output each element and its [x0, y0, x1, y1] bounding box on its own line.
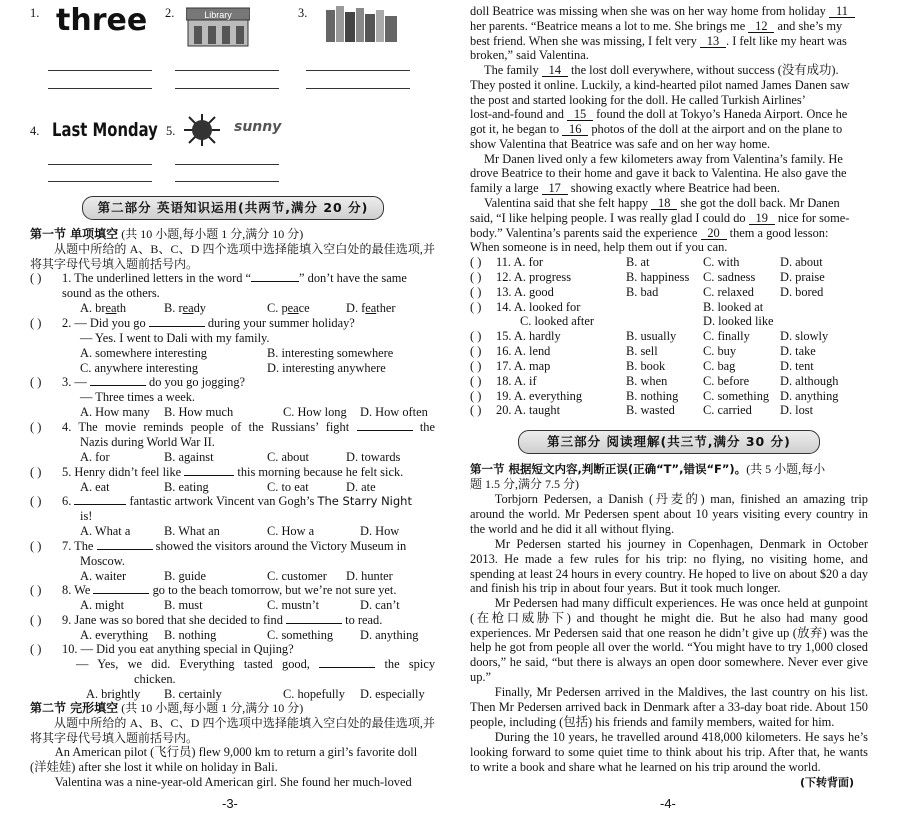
answer-bracket[interactable]: ( ) — [30, 465, 42, 479]
q10-option-b[interactable]: B. certainly — [164, 687, 222, 701]
cloze-option-row: ( ) 15. A. hardly B. usually C. finally D. slowly — [470, 329, 829, 343]
answer-line[interactable] — [48, 164, 152, 165]
q1-option-d[interactable]: D. feather — [346, 301, 396, 315]
cloze-option-row: ( ) 11. A. for B. at C. with D. about — [470, 255, 823, 269]
library-sign: Library — [204, 10, 232, 20]
q10-reply: — Yes, we did. Everything tasted good, the spicy — [76, 657, 436, 671]
answer-line[interactable] — [48, 181, 152, 182]
q9-text-b: to read. — [345, 613, 383, 627]
word-three: three — [56, 3, 148, 38]
q6-painting-title: The Starry Night — [317, 494, 412, 508]
item-4-number: 4. — [30, 124, 40, 138]
reading-paragraph: Mr Pedersen had many difficult experiences. He was once held at gunpoint (在枪口威胁下) and thought he might die. But he also had many good experiences. Mr Pedersen said that one reason he didn’t give up (放弃) was the help he got from people all over the world. “You might have to try 1,000 closed doors,” he said, “but there is always an open door somewhere. Never ever give up.” — [470, 596, 868, 684]
word-sunny: sunny — [234, 119, 282, 135]
sun-icon — [182, 112, 222, 148]
answer-line[interactable] — [175, 70, 279, 71]
q6-option-a[interactable]: A. What a — [80, 524, 131, 538]
q1-option-a[interactable]: A. breath — [80, 301, 127, 315]
q9-text-a: 9. Jane was so bored that she decided to find — [62, 613, 283, 627]
q6-option-c[interactable]: C. How a — [267, 524, 315, 538]
section2-instructions: 从题中所给的 A、B、C、D 四个选项中选择能填入空白处的最佳选项,并将其字母代号填入题前括号内。 — [30, 716, 435, 745]
q7-text-a: 7. The — [62, 539, 94, 553]
item-2-number: 2. — [165, 6, 175, 20]
blank-13[interactable]: 13 — [700, 35, 726, 48]
section2-note: (共 10 小题,每小题 1 分,满分 10 分) — [121, 701, 304, 715]
q5-option-a[interactable]: A. eat — [80, 480, 110, 494]
section1-instructions: 从题中所给的 A、B、C、D 四个选项中选择能填入空白处的最佳选项,并将其字母代号填入题前括号内。 — [30, 242, 435, 271]
reading-paragraph: During the 10 years, he travelled around 418,000 kilometers. He says he’s looking forward to some quiet time to think about his trip. After that, he wants to write a book and share what he learned on his trip around the world. — [470, 730, 868, 774]
blank-12[interactable]: 12 — [748, 20, 774, 33]
word-last-monday: Last Monday — [52, 119, 158, 141]
q1-blank[interactable] — [251, 281, 299, 282]
answer-bracket[interactable]: ( ) — [30, 642, 42, 656]
cloze-passage-line: show Valentina that Beatrice was safe and on her way home. — [470, 137, 771, 151]
q8-blank[interactable] — [93, 593, 149, 594]
q5-option-c[interactable]: C. to eat — [267, 480, 309, 494]
item-5-number: 5. — [166, 124, 176, 138]
cloze-passage-line: said, “I like helping people. I was really glad I could do 19 nice for some- — [470, 211, 850, 225]
section1-note: (共 10 小题,每小题 1 分,满分 10 分) — [121, 227, 304, 241]
q5-option-d[interactable]: D. ate — [346, 480, 376, 494]
cloze-passage-line: drove Beatrice to their home and gave it back to Valentina. He also gave the — [470, 166, 847, 180]
answer-line[interactable] — [306, 70, 410, 71]
q10-option-a[interactable]: A. brightly — [86, 687, 141, 701]
q3-option-c[interactable]: C. How long — [283, 405, 347, 419]
answer-bracket[interactable]: ( ) — [30, 316, 42, 330]
blank-14[interactable]: 14 — [542, 64, 568, 77]
cloze-passage-line: broken,” said Valentina. — [470, 48, 589, 62]
cloze-option-row: ( ) 14. A. looked for B. looked at — [470, 300, 764, 314]
q6-text-b: fantastic artwork Vincent van Gogh’s — [129, 494, 315, 508]
q10-option-d[interactable]: D. especially — [360, 687, 425, 701]
reading-paragraph: Finally, Mr Pedersen arrived in the Maldives, the last country on his list. Then Mr Pedersen arrived back in Denmark after a 33-day boat ride. About 150 people, including (包括) his friends and family members, waited for him. — [470, 685, 868, 729]
reading-paragraph: Mr Pedersen started his journey in Copenhagen, Denmark in October 2013. He made a few rules for his trip: no flying, no visiting home, and spending at least 24 hours in every country. He hoped to live on about $20 a day and finish his trip in about four years. But it took much longer. — [470, 537, 869, 596]
blank-18[interactable]: 18 — [651, 197, 677, 210]
q7-option-c[interactable]: C. customer — [267, 569, 327, 583]
q4-option-c[interactable]: C. about — [267, 450, 309, 464]
q3-option-b[interactable]: B. How much — [164, 405, 234, 419]
q7-option-d[interactable]: D. hunter — [346, 569, 393, 583]
reading-section-note: (共 5 小题,每小 — [746, 462, 826, 476]
cloze-passage-line: the post and started looking for the doll. He called Turkish Airlines’ — [470, 93, 806, 107]
q2-blank[interactable] — [149, 326, 205, 327]
cloze-passage-line: family a large 17 showing exactly where Beatrice had been. — [470, 181, 780, 195]
answer-bracket[interactable]: ( ) — [30, 271, 42, 285]
cloze-passage-line: Valentina said that she felt happy 18 she got the doll back. Mr Danen — [484, 196, 840, 210]
cloze-option-row: C. looked after D. looked like — [520, 314, 774, 328]
q5-text-b: this morning because he felt sick. — [237, 465, 404, 479]
q1-text-a: 1. The underlined letters in the word “ — [62, 271, 252, 285]
answer-bracket[interactable]: ( ) — [30, 375, 42, 389]
q4-option-a[interactable]: A. for — [80, 450, 110, 464]
q6-option-b[interactable]: B. What an — [164, 524, 220, 538]
q6-blank[interactable] — [74, 504, 126, 505]
q5-blank[interactable] — [184, 475, 234, 476]
q1-options — [80, 301, 435, 316]
page-number-left: -3- — [222, 796, 238, 811]
blank-19[interactable]: 19 — [749, 212, 775, 225]
reading-section-heading — [470, 462, 868, 477]
cloze-line: Valentina was a nine-year-old American girl. She found her much-loved — [54, 775, 412, 789]
q3-option-a[interactable]: A. How many — [80, 405, 150, 419]
question-1 — [30, 271, 435, 301]
cloze-option-row: ( ) 16. A. lend B. sell C. buy D. take — [470, 344, 816, 358]
continue-note: (下转背面) — [800, 776, 855, 789]
q1-option-c[interactable]: C. peace — [267, 301, 310, 315]
library-icon — [186, 6, 250, 48]
cloze-passage-line: body.” Valentina’s parents said the experience 20 them a good lesson: — [470, 226, 829, 240]
q2-reply: — Yes. I went to Dali with my family. — [80, 331, 270, 345]
q8-text-b: go to the beach tomorrow, but we’re not sure yet. — [152, 583, 397, 597]
q9-blank[interactable] — [286, 623, 342, 624]
q8-text-a: 8. We — [62, 583, 91, 597]
books-icon — [322, 4, 402, 44]
answer-line[interactable] — [175, 164, 279, 165]
q4-option-d[interactable]: D. towards — [346, 450, 401, 464]
q2-option-b[interactable]: B. interesting somewhere — [267, 346, 394, 360]
q8-option-a[interactable]: A. might — [80, 598, 125, 612]
blank-11[interactable]: 11 — [829, 5, 855, 18]
q4-text-c: Nazis during World War II. — [80, 435, 215, 449]
page-number-right: -4- — [660, 796, 676, 811]
q2-option-a[interactable]: A. somewhere interesting — [80, 346, 207, 360]
cloze-option-row: ( ) 19. A. everything B. nothing C. something D. anything — [470, 389, 839, 403]
answer-line[interactable] — [175, 181, 279, 182]
answer-bracket[interactable]: ( ) — [30, 583, 42, 597]
q7-option-b[interactable]: B. guide — [164, 569, 206, 583]
answer-line[interactable] — [48, 70, 152, 71]
cloze-option-row: ( ) 12. A. progress B. happiness C. sadness D. praise — [470, 270, 825, 284]
cloze-passage-line: When someone is in need, help them out if you can. — [470, 240, 728, 254]
reading-paragraph: Torbjorn Pedersen, a Danish (丹麦的) man, finished an amazing trip around the world. Mr Pedersen spent about 10 years visiting every country in the world and he did it all without flying. — [470, 492, 868, 536]
q2-option-d[interactable]: D. interesting anywhere — [267, 361, 386, 375]
blank-16[interactable]: 16 — [562, 123, 588, 136]
q9-option-a[interactable]: A. everything — [80, 628, 149, 642]
item-3-number: 3. — [298, 6, 308, 20]
cloze-option-row: ( ) 18. A. if B. when C. before D. although — [470, 374, 839, 388]
q7-blank[interactable] — [97, 549, 153, 550]
q1-option-b[interactable]: B. ready — [164, 301, 206, 315]
q9-option-d[interactable]: D. anything — [360, 628, 419, 642]
cloze-passage-line: best friend. When she was missing, I felt very 13 . I felt like my heart was — [470, 34, 847, 48]
q10-text-d: chicken. — [134, 672, 176, 686]
q7-text-b: showed the visitors around the Victory Museum in — [155, 539, 407, 553]
answer-line[interactable] — [48, 88, 152, 89]
cloze-passage-line: Mr Danen lived only a few kilometers away from Valentina’s family. He — [484, 152, 843, 166]
q10-text-a: 10. — Did you eat anything special in Qujing? — [62, 642, 294, 656]
part3-banner: 第三部分 阅读理解(共三节,满分 30 分) — [518, 430, 820, 454]
section2-title: 第二节 完形填空 — [30, 701, 119, 715]
cloze-option-row: ( ) 17. A. map B. book C. bag D. tent — [470, 359, 814, 373]
q4-option-b[interactable]: B. against — [164, 450, 214, 464]
q5-text-a: 5. Henry didn’t feel like — [62, 465, 182, 479]
q3-text-b: do you go jogging? — [149, 375, 246, 389]
q8-option-b[interactable]: B. must — [164, 598, 203, 612]
cloze-passage-line: her parents. “Beatrice means a lot to me. She brings me 12 and she’s my — [470, 19, 843, 33]
cloze-option-row: ( ) 13. A. good B. bad C. relaxed D. bored — [470, 285, 824, 299]
cloze-line: (洋娃娃) after she lost it while on holiday in Bali. — [30, 760, 278, 774]
section1-title: 第一节 单项填空 — [30, 227, 119, 241]
q1-text-b: ” don’t have the same sound as the others. — [62, 271, 407, 300]
q10-option-c[interactable]: C. hopefully — [283, 687, 345, 701]
reading-section-title: 第一节 根据短文内容,判断正误(正确“T”,错误“F”)。 — [470, 462, 747, 476]
q6-text-d: is! — [80, 509, 93, 523]
blank-17[interactable]: 17 — [542, 182, 568, 195]
cloze-passage-line: They posted it online. Luckily, a kind-hearted pilot named James Danen saw — [470, 78, 850, 92]
answer-bracket[interactable]: ( ) — [30, 613, 42, 627]
cloze-passage-line: doll Beatrice was missing when she was on her way home from holiday 11 — [470, 4, 868, 19]
section1-heading — [30, 227, 435, 242]
answer-bracket[interactable]: ( ) — [30, 539, 42, 553]
q5-option-b[interactable]: B. eating — [164, 480, 209, 494]
q8-option-c[interactable]: C. mustn’t — [267, 598, 320, 612]
q3-reply: — Three times a week. — [80, 390, 196, 404]
answer-bracket[interactable]: ( ) — [30, 494, 42, 508]
q7-text-c: Moscow. — [80, 554, 125, 568]
q7-option-a[interactable]: A. waiter — [80, 569, 127, 583]
reading-section-note2: 题 1.5 分,满分 7.5 分) — [470, 477, 579, 491]
cloze-passage-line: got it, he began to 16 photos of the doll at the airport and on the plane to — [470, 122, 843, 136]
cloze-passage-line: lost-and-found and 15 found the doll at Tokyo’s Haneda Airport. Once he — [470, 107, 848, 121]
cloze-line: An American pilot (飞行员) flew 9,000 km to return a girl’s favorite doll — [54, 745, 418, 759]
q3-text-a: 3. — — [62, 375, 87, 389]
q3-option-d[interactable]: D. How often — [360, 405, 428, 419]
q6-option-d[interactable]: D. How — [360, 524, 400, 538]
blank-15[interactable]: 15 — [567, 108, 593, 121]
q9-option-b[interactable]: B. nothing — [164, 628, 217, 642]
q4-blank[interactable] — [357, 430, 413, 431]
q8-option-d[interactable]: D. can’t — [360, 598, 400, 612]
answer-line[interactable] — [175, 88, 279, 89]
cloze-passage-line: The family 14 the lost doll everywhere, without success (没有成功). — [484, 63, 839, 77]
item-1-number: 1. — [30, 6, 40, 20]
section2-heading — [30, 701, 435, 716]
answer-line[interactable] — [306, 88, 410, 89]
blank-20[interactable]: 20 — [701, 227, 727, 240]
q3-blank[interactable] — [90, 385, 146, 386]
q6-text-a: 6. — [62, 494, 72, 508]
q2-text-a: 2. — Did you go — [62, 316, 146, 330]
answer-bracket[interactable]: ( ) — [30, 420, 42, 434]
q2-option-c[interactable]: C. anywhere interesting — [80, 361, 199, 375]
q4-text-a: 4. The movie reminds people of the Russians’ fight — [62, 420, 350, 434]
q10-blank[interactable] — [319, 667, 375, 668]
cloze-option-row: ( ) 20. A. taught B. wasted C. carried D. lost — [470, 403, 814, 417]
q4-text-b: the — [419, 420, 435, 434]
q2-text-b: during your summer holiday? — [207, 316, 355, 330]
part2-banner: 第二部分 英语知识运用(共两节,满分 20 分) — [82, 196, 384, 220]
q9-option-c[interactable]: C. something — [267, 628, 334, 642]
